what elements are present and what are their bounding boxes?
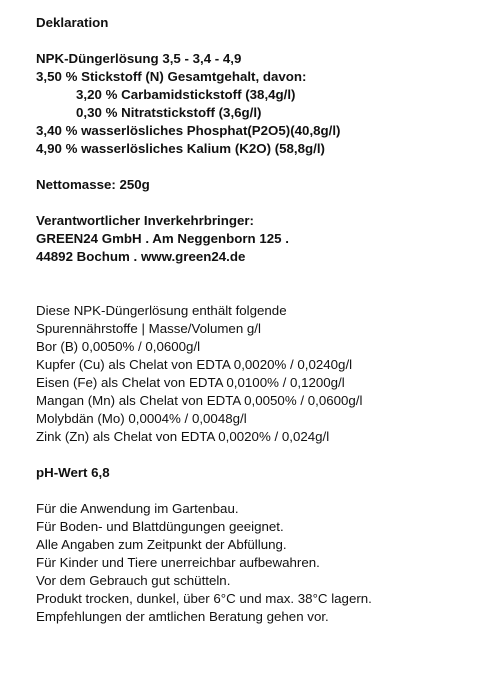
spacer [36, 482, 486, 500]
usage-line: Produkt trocken, dunkel, über 6°C und max. 38°C lagern. [36, 591, 372, 606]
usage-line: Für die Anwendung im Gartenbau. [36, 501, 239, 516]
spacer [36, 446, 486, 464]
spacer [36, 158, 486, 176]
trace-item-iron: Eisen (Fe) als Chelat von EDTA 0,0100% / 0,1200g/l [36, 375, 345, 390]
trace-item-molybdenum: Molybdän (Mo) 0,0004% / 0,0048g/l [36, 411, 247, 426]
trace-item-manganese: Mangan (Mn) als Chelat von EDTA 0,0050% / 0,0600g/l [36, 393, 363, 408]
npk-carbamide-nitrogen: 3,20 % Carbamidstickstoff (38,4g/l) [76, 87, 296, 102]
heading: Deklaration [36, 15, 109, 30]
usage-line: Vor dem Gebrauch gut schütteln. [36, 573, 231, 588]
npk-title: NPK-Düngerlösung 3,5 - 3,4 - 4,9 [36, 51, 242, 66]
trace-item-boron: Bor (B) 0,0050% / 0,0600g/l [36, 339, 201, 354]
declaration-document [36, 14, 486, 626]
distributor-title: Verantwortlicher Inverkehrbringer: [36, 213, 254, 228]
trace-item-copper: Kupfer (Cu) als Chelat von EDTA 0,0020% / 0,0240g/l [36, 357, 353, 372]
usage-line: Empfehlungen der amtlichen Beratung gehen vor. [36, 609, 329, 624]
trace-item-zinc: Zink (Zn) als Chelat von EDTA 0,0020% / 0,024g/l [36, 429, 330, 444]
usage-line: Für Boden- und Blattdüngungen geeignet. [36, 519, 284, 534]
usage-line: Alle Angaben zum Zeitpunkt der Abfüllung. [36, 537, 287, 552]
npk-nitrate-nitrogen: 0,30 % Nitratstickstoff (3,6g/l) [76, 105, 262, 120]
npk-phosphate: 3,40 % wasserlösliches Phosphat(P2O5)(40,8g/l) [36, 123, 341, 138]
spacer [36, 32, 486, 50]
npk-nitrogen-total: 3,50 % Stickstoff (N) Gesamtgehalt, davon: [36, 69, 307, 84]
trace-header: Spurennährstoffe | Masse/Volumen g/l [36, 321, 261, 336]
trace-intro: Diese NPK-Düngerlösung enthält folgende [36, 303, 287, 318]
usage-line: Für Kinder und Tiere unerreichbar aufbewahren. [36, 555, 320, 570]
distributor-address: GREEN24 GmbH . Am Neggenborn 125 . [36, 231, 289, 246]
distributor-city-web: 44892 Bochum . www.green24.de [36, 249, 246, 264]
spacer [36, 266, 486, 302]
spacer [36, 194, 486, 212]
ph-value: pH-Wert 6,8 [36, 465, 110, 480]
npk-potassium: 4,90 % wasserlösliches Kalium (K2O) (58,8g/l) [36, 141, 325, 156]
net-mass: Nettomasse: 250g [36, 177, 150, 192]
